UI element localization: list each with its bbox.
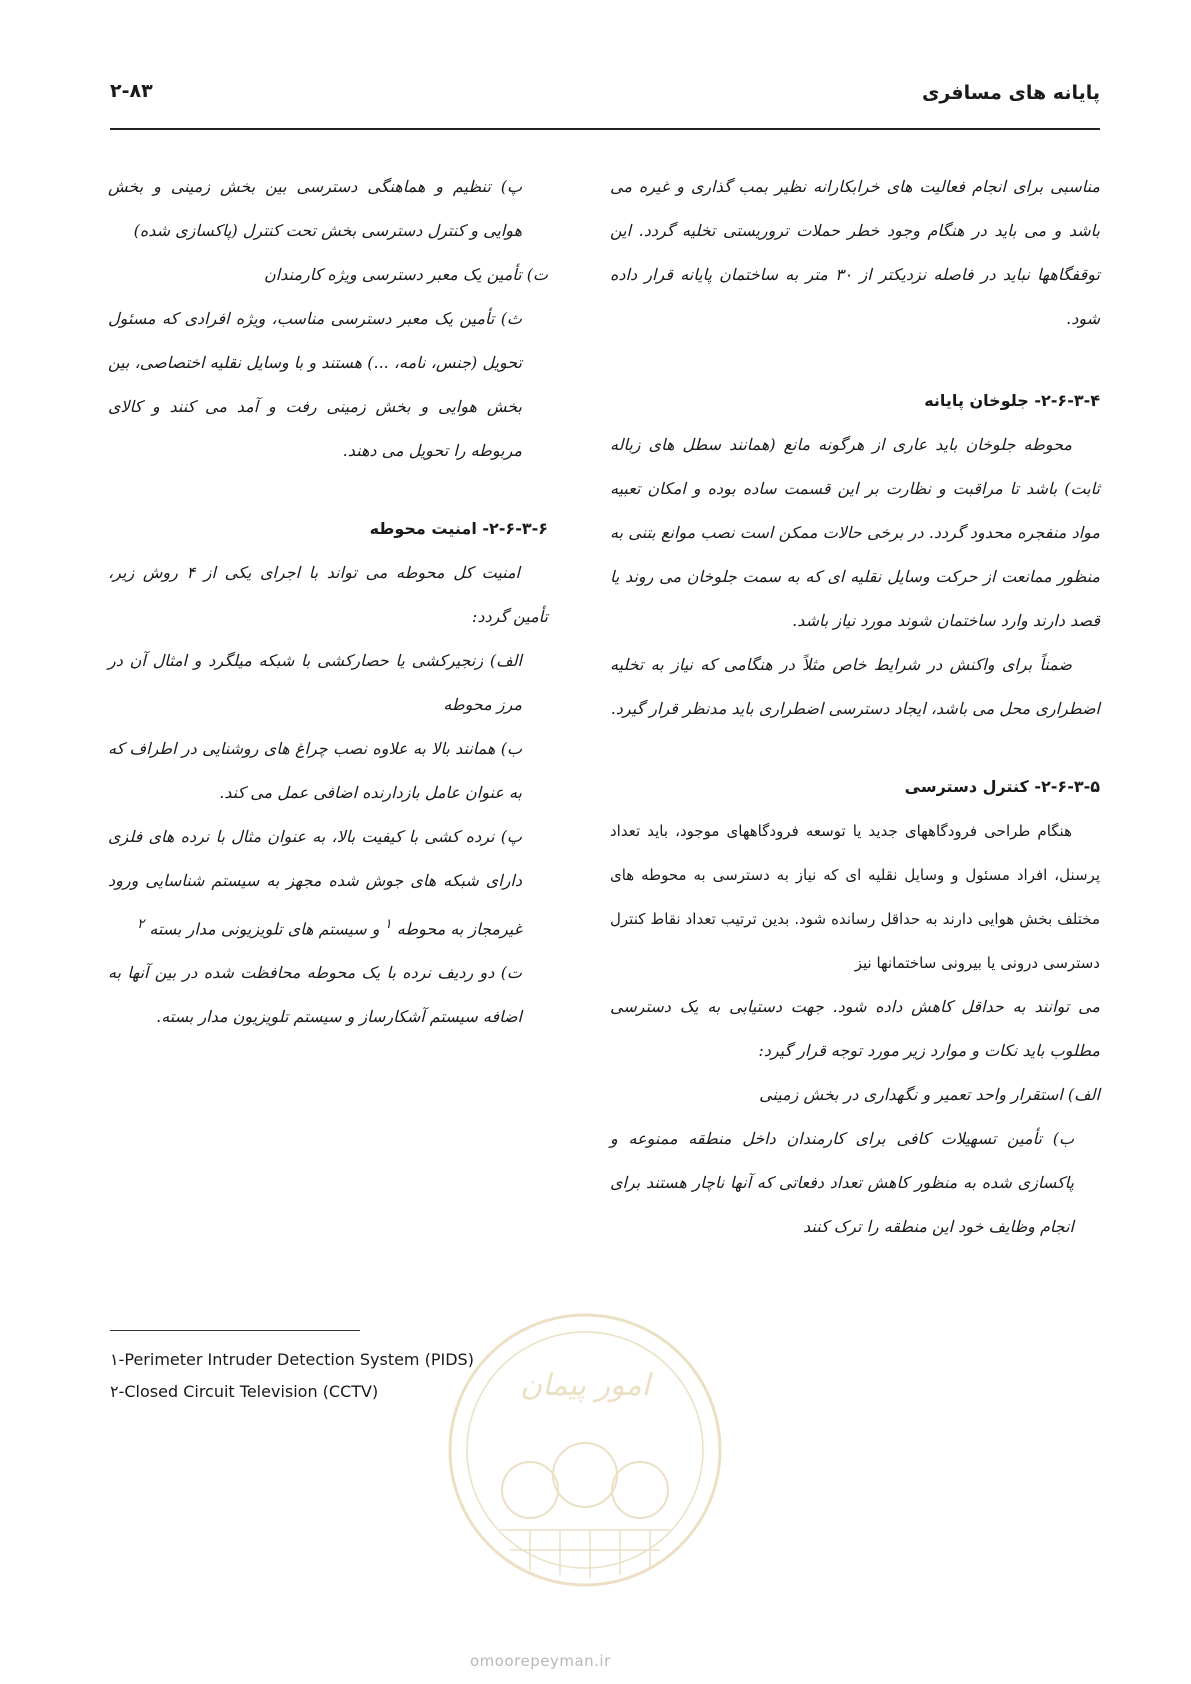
left-column <box>108 165 548 1039</box>
section-6-item-te: ت) دو ردیف نرده با یک محوطه محافظت شده در بین آنها به اضافه سیستم آشکارساز و سیستم تلویزیون مدار بسته. <box>108 963 522 1027</box>
section-5-heading: ۲-۶-۳-۵- کنترل دسترسی <box>904 777 1100 796</box>
section-6-item-pe-text: پ) نرده کشی با کیفیت بالا، به عنوان مثال با نرده های فلزی دارای شبکه های جوش شده مجهز به سیستم شناسایی ورود غیرمجاز به محوطه <box>108 827 522 939</box>
section-5-item-alef: الف) استقرار واحد تعمیر و نگهداری در بخش زمینی <box>759 1085 1100 1104</box>
section-6-intro: امنیت کل محوطه می تواند با اجرای یکی از ۴ روش زیر، تأمین گردد: <box>108 563 548 626</box>
watermark-url: omoorepeyman.ir <box>470 1652 611 1670</box>
section-6-item-pe <box>108 815 548 951</box>
footnote-divider <box>110 1330 360 1331</box>
item-se: ث) تأمین یک معبر دسترسی مناسب، ویژه افرادی که مسئول تحویل (جنس، نامه، ...) هستند و با وسایل نقلیه اختصاصی، بین بخش هوایی و بخش زمینی رفت و آمد می کنند و کالای مربوطه را تحویل می دهند. <box>108 309 522 460</box>
section-6-item-alef: الف) زنجیرکشی یا حصارکشی با شبکه میلگرد و امثال آن در مرز محوطه <box>108 651 522 714</box>
footnote-ref-1: ۱ <box>384 917 392 932</box>
section-4-paragraph-2: ضمناً برای واکنش در شرایط خاص مثلاً در هنگامی که نیاز به تخلیه اضطراری محل می باشد، ایجاد دسترسی اضطراری باید مدنظر قرار گیرد. <box>610 655 1100 718</box>
right-column <box>610 165 1100 1249</box>
footnote-1: ۱-Perimeter Intruder Detection System (PIDS) <box>110 1350 474 1369</box>
section-5-paragraph-1: هنگام طراحی فرودگاههای جدید یا توسعه فرودگاههای موجود، باید تعداد پرسنل، افراد مسئول و وسایل نقلیه ای که نیاز به دسترسی به محوطه های مختلف بخش هوایی دارند به حداقل رسانده شود. بدین ترتیب تعداد نقاط کنترل دسترسی درونی یا بیرونی ساختمانها نیز <box>610 822 1100 972</box>
section-6-item-be: ب) همانند بالا به علاوه نصب چراغ های روشنایی در اطراف که به عنوان عامل بازدارنده اضافی عمل می کند. <box>108 739 523 802</box>
footnote-ref-2: ۲ <box>137 917 145 932</box>
header-title: پایانه های مسافری <box>921 82 1100 104</box>
section-5-paragraph-2: می توانند به حداقل کاهش داده شود. جهت دستیابی به یک دسترسی مطلوب باید نکات و موارد زیر مورد توجه قرار گیرد: <box>610 997 1100 1060</box>
footnote-2: ۲-Closed Circuit Television (CCTV) <box>110 1382 379 1401</box>
intro-paragraph: مناسبی برای انجام فعالیت های خرابکارانه نظیر بمب گذاری و غیره می باشد و می باید در هنگام وجود خطر حملات تروریستی تخلیه گردد. این توقفگاهها نباید در فاصله نزدیکتر از ۳۰ متر به ساختمان پایانه قرار داده شود. <box>610 177 1101 328</box>
item-pe: پ) تنظیم و هماهنگی دسترسی بین بخش زمینی و بخش هوایی و کنترل دسترسی بخش تحت کنترل (پاکسازی شده) <box>108 177 522 240</box>
item-te: ت) تأمین یک معبر دسترسی ویژه کارمندان <box>264 265 548 284</box>
page-number: ۲-۸۳ <box>110 80 153 102</box>
watermark-logo <box>440 1300 730 1600</box>
page-header <box>110 70 1100 130</box>
section-4-paragraph-1: محوطه جلوخان باید عاری از هرگونه مانع (همانند سطل های زباله ثابت) باشد تا مراقبت و نظارت بر این قسمت ساده بوده و امکان تعبیه مواد منفجره محدود گردد. در برخی حالات ممکن است نصب موانع بتنی به منظور ممانعت از حرکت وسایل نقلیه ای که به سمت جلوخان می روند یا قصد دارند وارد ساختمان شوند مورد نیاز باشد. <box>610 435 1100 630</box>
watermark-logo-text: امور پیمان <box>520 1368 650 1403</box>
section-4-heading: ۲-۶-۳-۴- جلوخان پایانه <box>924 391 1100 410</box>
section-6-heading: ۲-۶-۳-۶- امنیت محوطه <box>369 519 548 538</box>
section-5-item-be: ب) تأمین تسهیلات کافی برای کارمندان داخل منطقه ممنوعه و پاکسازی شده به منظور کاهش تعداد دفعاتی که آنها ناچار هستند برای انجام وظایف خود این منطقه را ترک کنند <box>610 1129 1074 1236</box>
section-6-item-pe-mid: و سیستم های تلویزیونی مدار بسته <box>149 919 380 939</box>
